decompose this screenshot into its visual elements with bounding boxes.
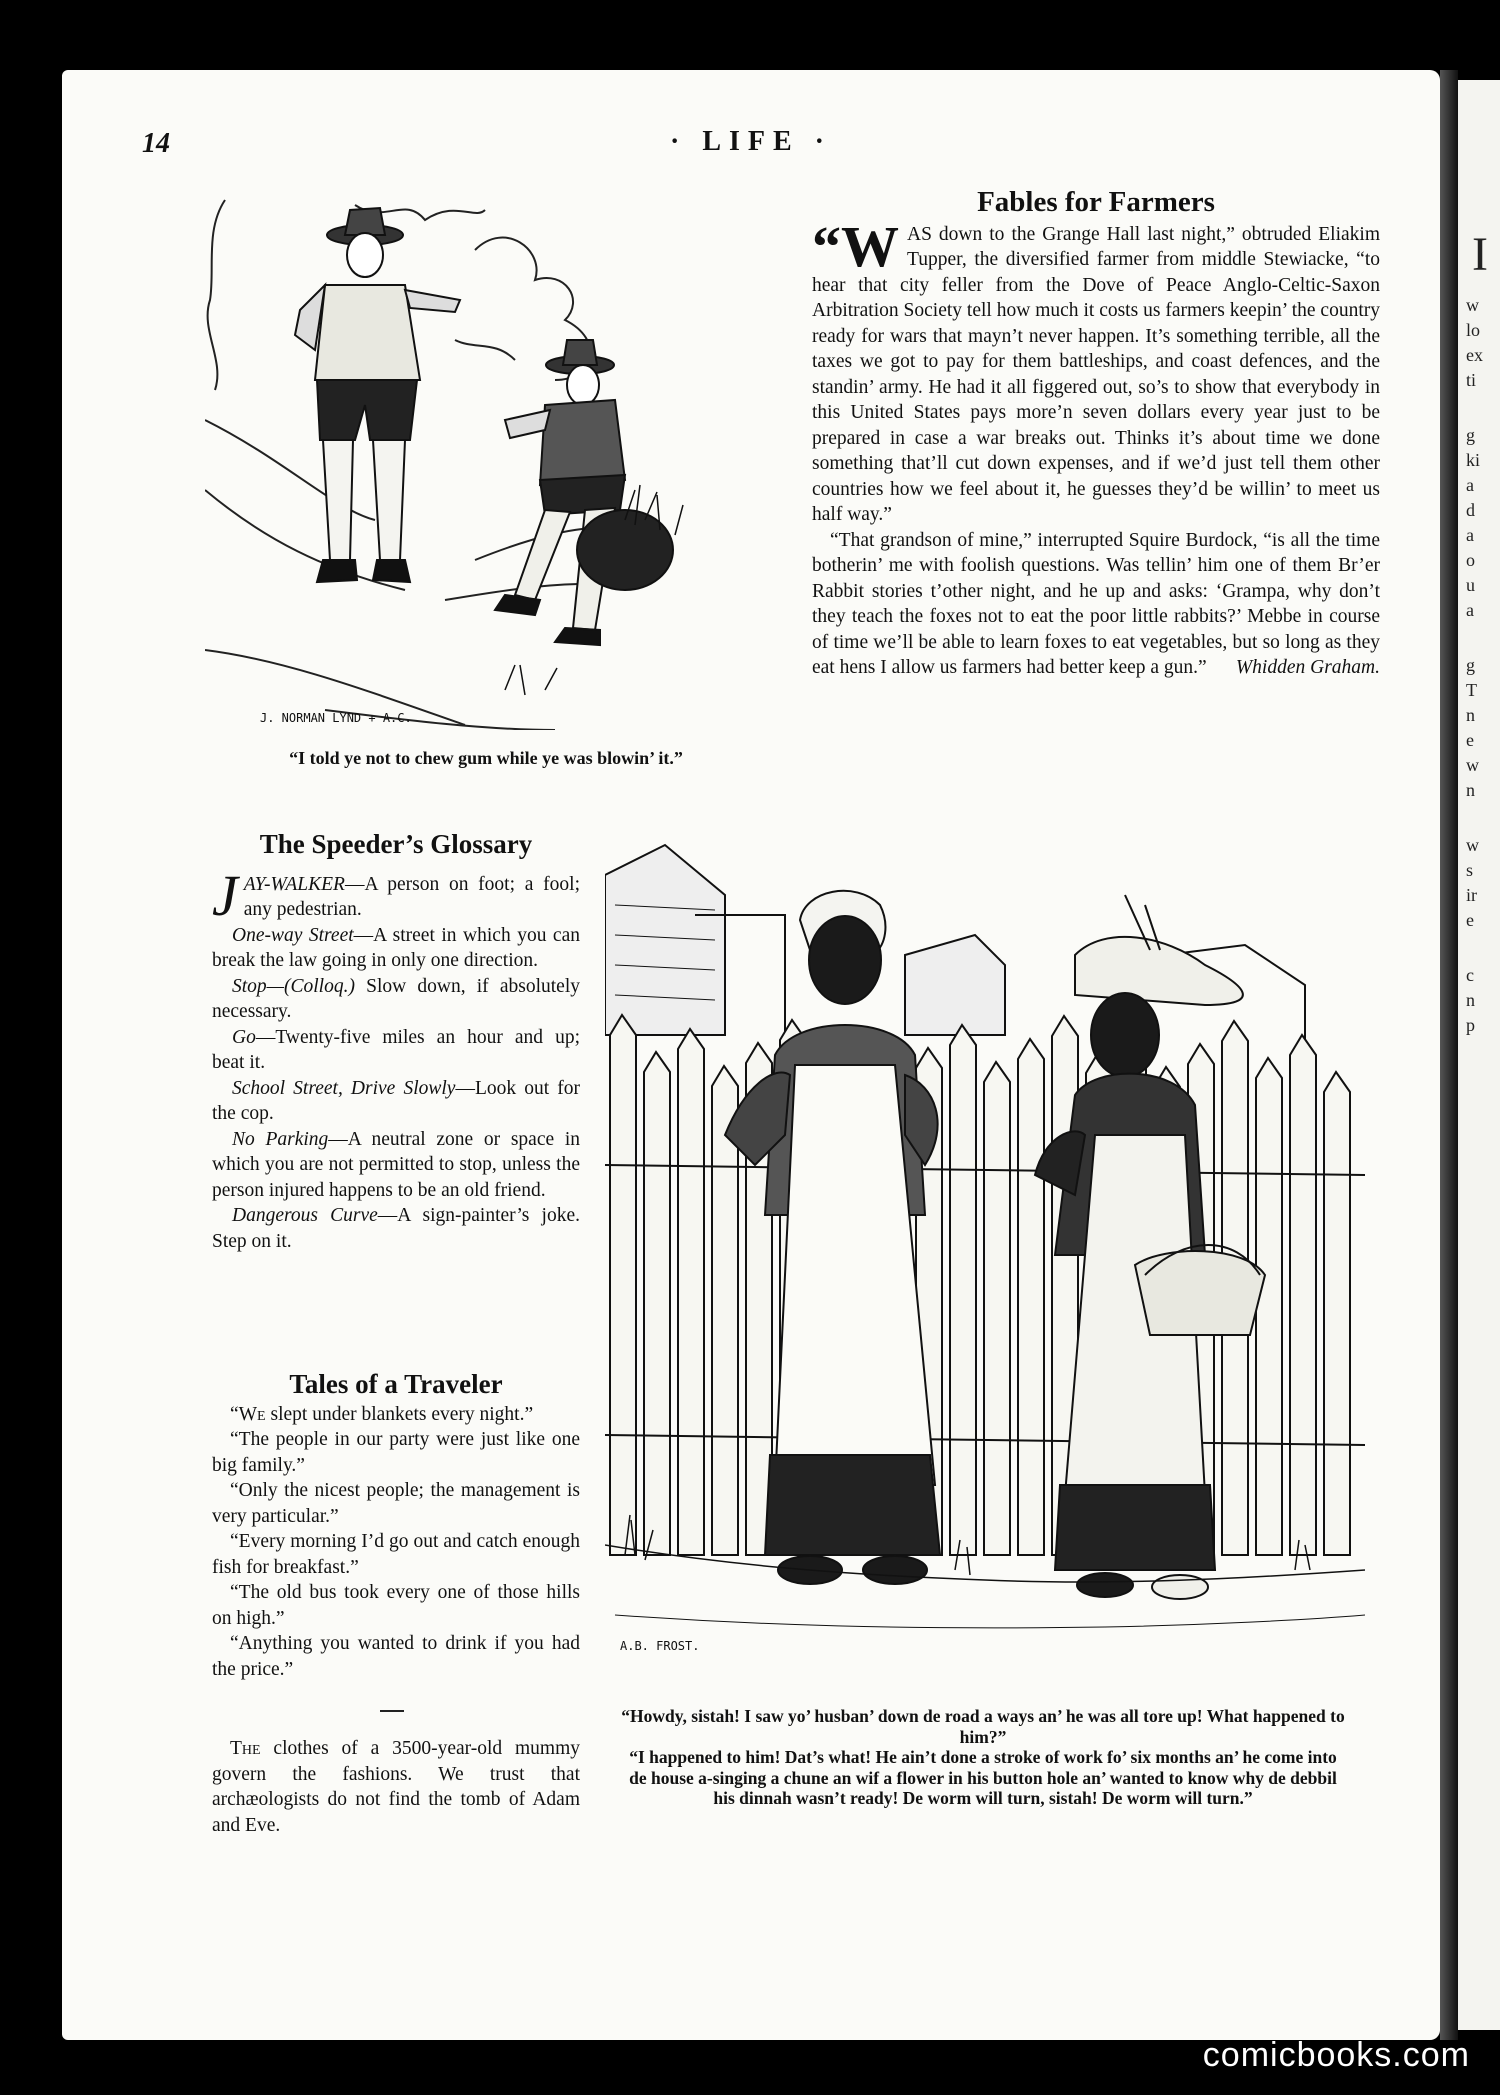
masthead: · LIFE · (669, 126, 833, 157)
fence-picket (950, 1025, 976, 1555)
cartoon2-caption-line1: “Howdy, sistah! I saw yo’ husban’ down de road a ways an’ he was all tore up! What happened to him?” (621, 1706, 1345, 1747)
fence-picket (610, 1015, 636, 1555)
cartoon1-artist-signature: J. NORMAN LYND + A.C. (260, 711, 412, 725)
glossary-entry: Go—Twenty-five miles an hour and up; beat it. (212, 1026, 580, 1073)
fables-signature: Whidden Graham. (1235, 657, 1380, 678)
next-page-fragment: d (1466, 500, 1475, 520)
next-page-fragment: ir (1466, 885, 1477, 905)
next-page-fragment: e (1466, 730, 1474, 750)
glossary-dropcap: J (212, 862, 238, 928)
next-page-fragment: n (1466, 705, 1475, 725)
traveler-paragraph: “Every morning I’d go out and catch enough fish for breakfast.” (212, 1531, 580, 1578)
traveler-title: Tales of a Traveler (289, 1369, 503, 1399)
glossary-entry: Stop—(Colloq.) Slow down, if absolutely necessary. (212, 975, 580, 1022)
section-divider (380, 1710, 404, 1712)
next-page-fragment: c (1466, 965, 1474, 985)
next-page-fragment: n (1466, 780, 1475, 800)
tales-of-a-traveler (212, 1369, 580, 1682)
fence-picket (984, 1062, 1010, 1555)
glossary-entry: One-way Street—A street in which you can break the law going in only one direction. (212, 924, 580, 971)
cartoon2-artist-signature: A.B. FROST. (620, 1639, 700, 1653)
next-page-fragment: ex (1466, 345, 1483, 365)
next-page-fragment: ti (1466, 370, 1477, 390)
next-page-fragment: e (1466, 910, 1474, 930)
watermark: comicbooks.com (1202, 2036, 1470, 2074)
next-page-fragment: I (1472, 228, 1488, 281)
fables-title: Fables for Farmers (977, 186, 1215, 218)
glossary-entry: School Street, Drive Slowly—Look out for the cop. (212, 1077, 580, 1124)
cartoon2-caption (620, 1706, 1346, 1809)
next-page-fragment: g (1466, 655, 1475, 675)
next-page-fragment: a (1466, 525, 1474, 545)
next-page-fragment: n (1466, 990, 1475, 1010)
cartoon2-caption-line2: “I happened to him! Dat’s what! He ain’t done a stroke of work fo’ six months an’ he come into de house a-singing a chune an wif a flower in his button hole an’ wanted to know why de debbil his dinnah wasn’t ready! De worm will turn, sistah! De worm will turn.” (629, 1747, 1337, 1808)
next-page-fragment: ki (1466, 450, 1481, 470)
scouts-illustration (205, 190, 775, 730)
glossary-entry: Dangerous Curve—A sign-painter’s joke. Step on it. (212, 1205, 580, 1252)
speeders-glossary (212, 829, 580, 1254)
traveler-paragraph: “The people in our party were just like one big family.” (212, 1429, 580, 1476)
next-page-fragment: w (1466, 755, 1479, 775)
fence-picket (1324, 1072, 1350, 1555)
next-page-fragment: T (1466, 680, 1477, 700)
glossary-entry: No Parking—A neutral zone or space in which you are not permitted to stop, unless the person injured happens to be an old friend. (212, 1128, 580, 1201)
next-page-fragment: p (1466, 1015, 1475, 1035)
next-page-fragment: g (1466, 425, 1475, 445)
fables-paragraph-2: “That grandson of mine,” interrupted Squire Burdock, “is all the time botherin’ me with foolish questions. Was tellin’ him one of them Br’er Rabbit stories t’other night, and he up and asks: ‘Grampa, why don’t they teach the foxes not to eat the poor little rabbits?’ Mebbe in course of time we’ll be able to learn foxes to eat vegetables, but so long as they eat hens I allow us farmers had better keep a gun.” Whidden Graham. (812, 528, 1380, 681)
fence-conversation-illustration (605, 835, 1365, 1665)
fables-article (812, 186, 1380, 681)
fables-paragraph-1: “WAS down to the Grange Hall last night,” obtruded Eliakim Tupper, the diversified farmer from middle Stewiacke, “to hear that city feller from the Dove of Peace Anglo-Celtic-Saxon Arbitration Society tell how much it costs us farmers keepin’ the country ready for wars that mayn’t never happen. It’s something terrible, all the taxes we got to pay for them battleships, and coast defences, and the standin’ army. He had it all figgered out, so’s to show that everybody in this United States pays more’n seven dollars every year just to be prepared in case a war breaks out. Thinks it’s about time we done something that’ll cut down expenses, and if we’d just tell them other countries how we feel about it, he guesses they’d be willin’ to meet us half way.” (812, 213, 1380, 525)
glossary-title: The Speeder’s Glossary (259, 829, 533, 859)
next-page-fragment: s (1466, 860, 1474, 880)
fence-picket (1018, 1039, 1044, 1555)
next-page-edge (1458, 80, 1500, 2030)
next-page-fragment: a (1466, 475, 1474, 495)
fence-picket (644, 1052, 670, 1555)
next-page-fragment: lo (1466, 320, 1481, 340)
glossary-entry-jaywalker: JAY-WALKER—A person on foot; a fool; any pedestrian. (212, 862, 580, 928)
next-page-fragment: a (1466, 600, 1474, 620)
traveler-paragraph: “We slept under blankets every night.” (230, 1403, 534, 1425)
traveler-paragraph: “Only the nicest people; the management is very particular.” (212, 1480, 580, 1527)
mummy-paragraph: The clothes of a 3500-year-old mummy govern the fashions. We trust that archæologists do not find the tomb of Adam and Eve. (212, 1738, 580, 1836)
page-number: 14 (142, 128, 170, 159)
next-page-fragment: u (1466, 575, 1475, 595)
fables-dropcap: “W (812, 213, 899, 279)
next-page-fragment: w (1466, 835, 1479, 855)
fence-picket (678, 1029, 704, 1555)
next-page-fragment: o (1466, 550, 1475, 570)
next-page-fragment: w (1466, 295, 1479, 315)
traveler-paragraph: “Anything you wanted to drink if you had the price.” (212, 1633, 580, 1680)
traveler-paragraph: “The old bus took every one of those hills on high.” (212, 1582, 580, 1629)
cartoon1-caption: “I told ye not to chew gum while ye was blowin’ it.” (289, 748, 683, 768)
fence-picket (1256, 1058, 1282, 1555)
page-gutter (1440, 70, 1458, 2040)
fence-picket (1290, 1035, 1316, 1555)
